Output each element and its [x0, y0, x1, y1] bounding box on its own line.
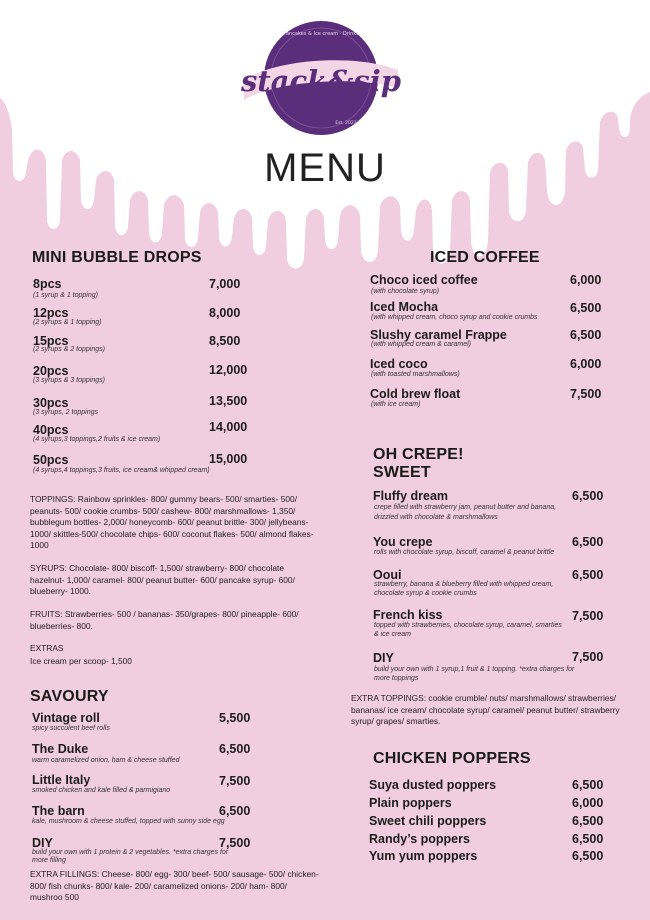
heading-oh-crepe: OH CREPE! [373, 446, 464, 463]
item-name: You crepe [373, 535, 433, 549]
item-price: 7,500 [572, 609, 604, 623]
item-desc: (with whipped cream & caramel) [371, 341, 471, 348]
item-price: 6,500 [572, 535, 604, 549]
item-desc: warm caramelized onion, ham & cheese stuffed [32, 757, 180, 764]
page-title: MENU [264, 146, 386, 190]
item-desc: (with whipped cream, choco syrup and cookie crumbs [371, 314, 538, 321]
svg-text:Pancakes & Ice cream · Drinks: Pancakes & Ice cream · Drinks [283, 31, 359, 37]
item-price: 6,500 [572, 814, 604, 828]
item-name: Yum yum poppers [369, 849, 478, 863]
item-name: 15pcs [33, 334, 69, 348]
toppings-text: TOPPINGS: Rainbow sprinkles- 800/ gummy bears- 500/ smarties- 500/ peanuts- 500/ cookie crumbs- 500/ cashew- 800/ marshmallows- 1,350/ bubblegum bottles- 2,000/ honeycomb- 600/ peanut brittle- 300/ jellybeans- 1000/ skittles-500/ chocolate chips- 600/ coconut flakes- 500/ almond flakes- 1000 [30, 494, 314, 551]
item-name: 12pcs [33, 306, 69, 320]
item-desc: strawberry, banana & blueberry filled with whipped cream, chocolate syrup & cookie crumbs [374, 581, 554, 597]
item-desc: (with ice cream) [371, 401, 421, 408]
item-price: 8,000 [209, 306, 241, 320]
item-price: 6,000 [572, 796, 604, 810]
item-name: Suya dusted poppers [369, 778, 497, 792]
item-price: 5,500 [219, 711, 251, 725]
item-name: Randy’s poppers [369, 832, 470, 846]
item-desc: spicy succulent beef rolls [32, 725, 110, 732]
item-name: 50pcs [33, 453, 69, 467]
item-desc: (2 syrups & 1 topping) [33, 319, 102, 326]
item-desc: (4 syrups,3 toppings,2 fruits & ice cream) [33, 436, 161, 443]
item-desc: (3 syrups & 3 toppings) [33, 377, 105, 384]
item-desc: (4 syrups,4 toppings,3 fruits, ice cream& whipped cream) [33, 467, 210, 474]
item-price: 12,000 [209, 363, 248, 377]
item-price: 6,000 [570, 357, 602, 371]
item-price: 6,500 [219, 742, 251, 756]
item-desc: topped with strawberries, chocolate syrup, caramel, smarties & ice cream [374, 622, 562, 638]
heading-sweet: SWEET [373, 464, 431, 481]
item-price: 6,500 [572, 778, 604, 792]
item-name: French kiss [373, 608, 443, 622]
item-price: 6,500 [572, 849, 604, 863]
item-name: Sweet chili poppers [369, 814, 487, 828]
item-name: DIY [32, 836, 53, 850]
item-price: 7,000 [209, 277, 241, 291]
item-desc: (with toasted marshmallows) [371, 371, 460, 378]
item-desc: (with chocolate syrup) [371, 288, 440, 295]
item-name: Plain poppers [369, 796, 452, 810]
extra-fillings-text: EXTRA FILLINGS: Cheese- 800/ egg- 300/ beef- 500/ sausage- 500/ chicken- 800/ fish chunks- 800/ kale- 200/ caramelized onions- 200/ ham- 800/ mushroo 500 [30, 869, 319, 903]
item-name: Little Italy [32, 773, 91, 787]
item-name: Fluffy dream [373, 489, 449, 503]
heading-chicken-poppers: CHICKEN POPPERS [373, 750, 531, 767]
item-name: Ooui [373, 568, 402, 582]
item-price: 6,500 [572, 568, 604, 582]
heading-savoury: SAVOURY [30, 688, 109, 705]
item-price: 7,500 [219, 836, 251, 850]
item-price: 6,000 [570, 273, 602, 287]
item-name: Vintage roll [32, 711, 100, 725]
item-desc: build your own with 1 protein & 2 vegetables. *extra charges for more filling [32, 849, 229, 864]
item-desc: smoked chicken and kale filled & parmigiano [32, 787, 171, 794]
item-name: 30pcs [33, 396, 69, 410]
item-price: 6,500 [570, 301, 602, 315]
heading-mini-bubble-drops: MINI BUBBLE DROPS [32, 249, 202, 266]
item-price: 6,500 [572, 489, 604, 503]
extras-text: Ice cream per scoop- 1,500 [30, 656, 132, 666]
svg-text:Est. 2023: Est. 2023 [335, 121, 357, 126]
item-price: 6,500 [219, 804, 251, 818]
item-name: Iced coco [370, 357, 428, 371]
item-name: The barn [32, 804, 85, 818]
item-desc: (3 syrups, 2 toppings [33, 409, 98, 416]
item-price: 14,000 [209, 420, 248, 434]
item-price: 8,500 [209, 334, 241, 348]
item-name: Choco iced coffee [370, 273, 478, 287]
item-name: The Duke [32, 742, 89, 756]
extras-label: EXTRAS [30, 643, 64, 653]
item-price: 7,500 [570, 387, 602, 401]
heading-iced-coffee: ICED COFFEE [430, 249, 540, 266]
item-name: DIY [373, 651, 394, 665]
item-price: 6,500 [572, 832, 604, 846]
svg-text:stack&sip: stack&sip [240, 64, 402, 98]
item-price: 7,500 [219, 774, 251, 788]
item-desc: (2 syrups & 2 toppings) [33, 346, 105, 353]
extra-toppings-text: EXTRA TOPPINGS: cookie crumble/ nuts/ marshmallows/ strawberries/ bananas/ ice cream/ chocolate syrup/ caramel/ peanut butter/ strawberry syrup/ grapes/ smarties. [351, 693, 620, 727]
item-desc: rolls with chocolate syrup, biscoff, caramel & peanut brittle [374, 549, 555, 556]
item-desc: build your own with 1 syrup,1 fruit & 1 topping. *extra charges for more toppings [374, 666, 575, 682]
item-name: Iced Mocha [370, 300, 439, 314]
brand-logo [238, 18, 404, 138]
fruits-text: FRUITS: Strawberries- 500 / bananas- 350/grapes- 800/ pineapple- 600/ blueberries- 800. [30, 609, 299, 631]
item-desc: crepe filled with strawberry jam, peanut butter and banana, drizzled with chocolate & marshmallows [374, 504, 557, 521]
item-price: 7,500 [572, 650, 604, 664]
item-name: 20pcs [33, 364, 69, 378]
item-name: Slushy caramel Frappe [370, 328, 507, 342]
item-name: 8pcs [33, 277, 62, 291]
item-name: Cold brew float [370, 387, 461, 401]
item-desc: (1 syrup & 1 topping) [33, 292, 98, 299]
syrups-text: SYRUPS: Chocolate- 800/ biscoff- 1,500/ strawberry- 800/ chocolate hazelnut- 1,000/ caramel- 800/ peanut butter- 600/ pancake syrup- 600/ blueberry- 1000. [30, 563, 295, 597]
item-price: 13,500 [209, 394, 248, 408]
item-price: 6,500 [570, 328, 602, 342]
item-price: 15,000 [209, 452, 248, 466]
item-name: 40pcs [33, 423, 69, 437]
item-desc: kale, mushroom & cheese stuffed, topped with sunny side egg [32, 818, 225, 825]
